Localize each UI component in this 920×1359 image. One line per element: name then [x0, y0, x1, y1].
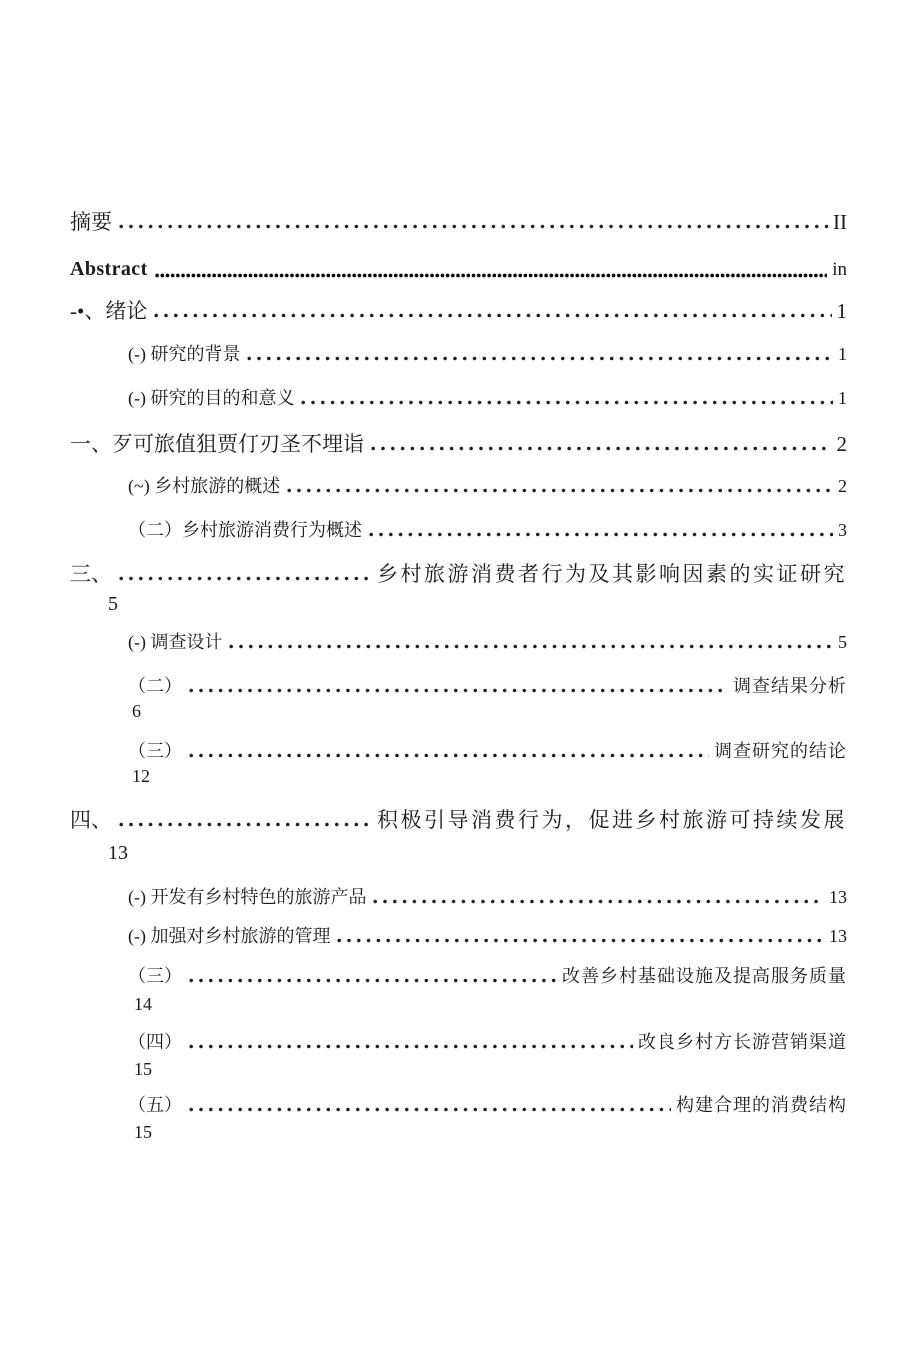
toc-entry-label: 三、 — [70, 562, 112, 586]
dot-leader — [300, 387, 835, 409]
dot-leader — [370, 431, 834, 457]
toc-entry — [128, 740, 847, 762]
toc-entry — [128, 1094, 847, 1116]
toc-entry-label: (-) 加强对乡村旅游的管理 — [128, 926, 331, 946]
toc-entry-label: (-) 调查设计 — [128, 632, 223, 652]
dot-leader — [118, 561, 374, 587]
toc-entry — [70, 256, 847, 283]
toc-entry-title-right: 构建合理的消费结构 — [676, 1095, 847, 1115]
toc-page-number-wrapped: 15 — [134, 1059, 152, 1079]
toc-entry-title-right: 调查研究的结论 — [714, 741, 847, 761]
toc-page-number-wrapped: 15 — [134, 1122, 152, 1142]
dot-leader — [368, 519, 835, 541]
dot-leader — [118, 807, 374, 833]
toc-entry — [70, 431, 847, 457]
dot-leader — [188, 740, 711, 762]
toc-page-number-wrapped: 13 — [108, 842, 128, 864]
toc-entry-label: （五） — [128, 1095, 182, 1115]
toc-page-number-wrapped: 5 — [108, 593, 118, 615]
dot-leader — [118, 209, 830, 235]
toc-entry-label: (-) 研究的背景 — [128, 344, 241, 364]
toc-entry — [128, 519, 847, 541]
toc-entry-label: (~) 乡村旅游的概述 — [128, 476, 281, 496]
toc-page-number: 5 — [838, 632, 847, 652]
toc-page-number: 13 — [829, 887, 847, 907]
toc-page-number-wrapped: 12 — [132, 766, 150, 786]
toc-entry — [128, 675, 847, 697]
toc-page-number: 2 — [836, 432, 847, 456]
toc-page-number: 13 — [829, 926, 847, 946]
dot-leader — [153, 298, 833, 324]
toc-entry — [128, 886, 847, 908]
toc-page-number: 1 — [838, 344, 847, 364]
toc-entry-label: （二）乡村旅游消费行为概述 — [128, 520, 362, 540]
toc-entry — [128, 475, 847, 497]
toc-entry-label: -•、绪论 — [70, 299, 148, 323]
dot-leader — [188, 675, 730, 697]
toc-page-number: II — [833, 210, 847, 234]
toc-entry — [128, 925, 847, 947]
toc-entry-title-right: 改良乡村方长游营销渠道 — [638, 1032, 847, 1052]
toc-entry-label: Abstract — [70, 258, 148, 280]
toc-entry-label: (-) 研究的目的和意义 — [128, 388, 295, 408]
dot-leader — [336, 925, 826, 947]
toc-entry — [70, 561, 847, 587]
toc-entry-label: 一、歹可旅值狙贾仃刃圣不埋诣 — [70, 432, 364, 456]
dot-leader — [372, 886, 826, 908]
dot-leader — [286, 475, 835, 497]
toc-page-number: in — [832, 259, 847, 280]
toc-page-number: 3 — [838, 520, 847, 540]
toc-entry — [128, 343, 847, 365]
table-of-contents — [70, 0, 847, 1359]
toc-page-number: 1 — [836, 299, 847, 323]
dot-leader — [188, 1031, 635, 1053]
toc-entry-title-right: 调查结果分析 — [733, 676, 847, 696]
toc-entry — [128, 965, 847, 987]
toc-entry-label: （三） — [128, 966, 182, 986]
dot-leader — [188, 965, 559, 987]
toc-entry-label: （二） — [128, 676, 182, 696]
toc-entry-title-right: 乡村旅游消费者行为及其影响因素的实证研究 — [377, 562, 847, 586]
toc-entry-label: 摘要 — [70, 210, 112, 234]
toc-entry-label: （三） — [128, 741, 182, 761]
toc-entry-title-right: 积极引导消费行为，促进乡村旅游可持续发展 — [377, 808, 847, 832]
toc-entry — [128, 1031, 847, 1053]
toc-entry — [128, 387, 847, 409]
toc-entry — [70, 209, 847, 235]
toc-page-number-wrapped: 6 — [132, 701, 141, 721]
dot-leader — [154, 256, 830, 283]
toc-entry-label: 四、 — [70, 808, 112, 832]
toc-entry — [128, 631, 847, 653]
toc-entry-label: (-) 开发有乡村特色的旅游产品 — [128, 887, 367, 907]
dot-leader — [246, 343, 835, 365]
toc-entry — [70, 298, 847, 324]
toc-entry-title-right: 改善乡村基础设施及提高服务质量 — [562, 966, 847, 986]
toc-page-number: 2 — [838, 476, 847, 496]
dot-leader — [228, 631, 835, 653]
toc-page-number: 1 — [838, 388, 847, 408]
dot-leader — [188, 1094, 673, 1116]
toc-page-number-wrapped: 14 — [134, 994, 152, 1014]
toc-entry — [70, 807, 847, 833]
toc-entry-label: （四） — [128, 1032, 182, 1052]
